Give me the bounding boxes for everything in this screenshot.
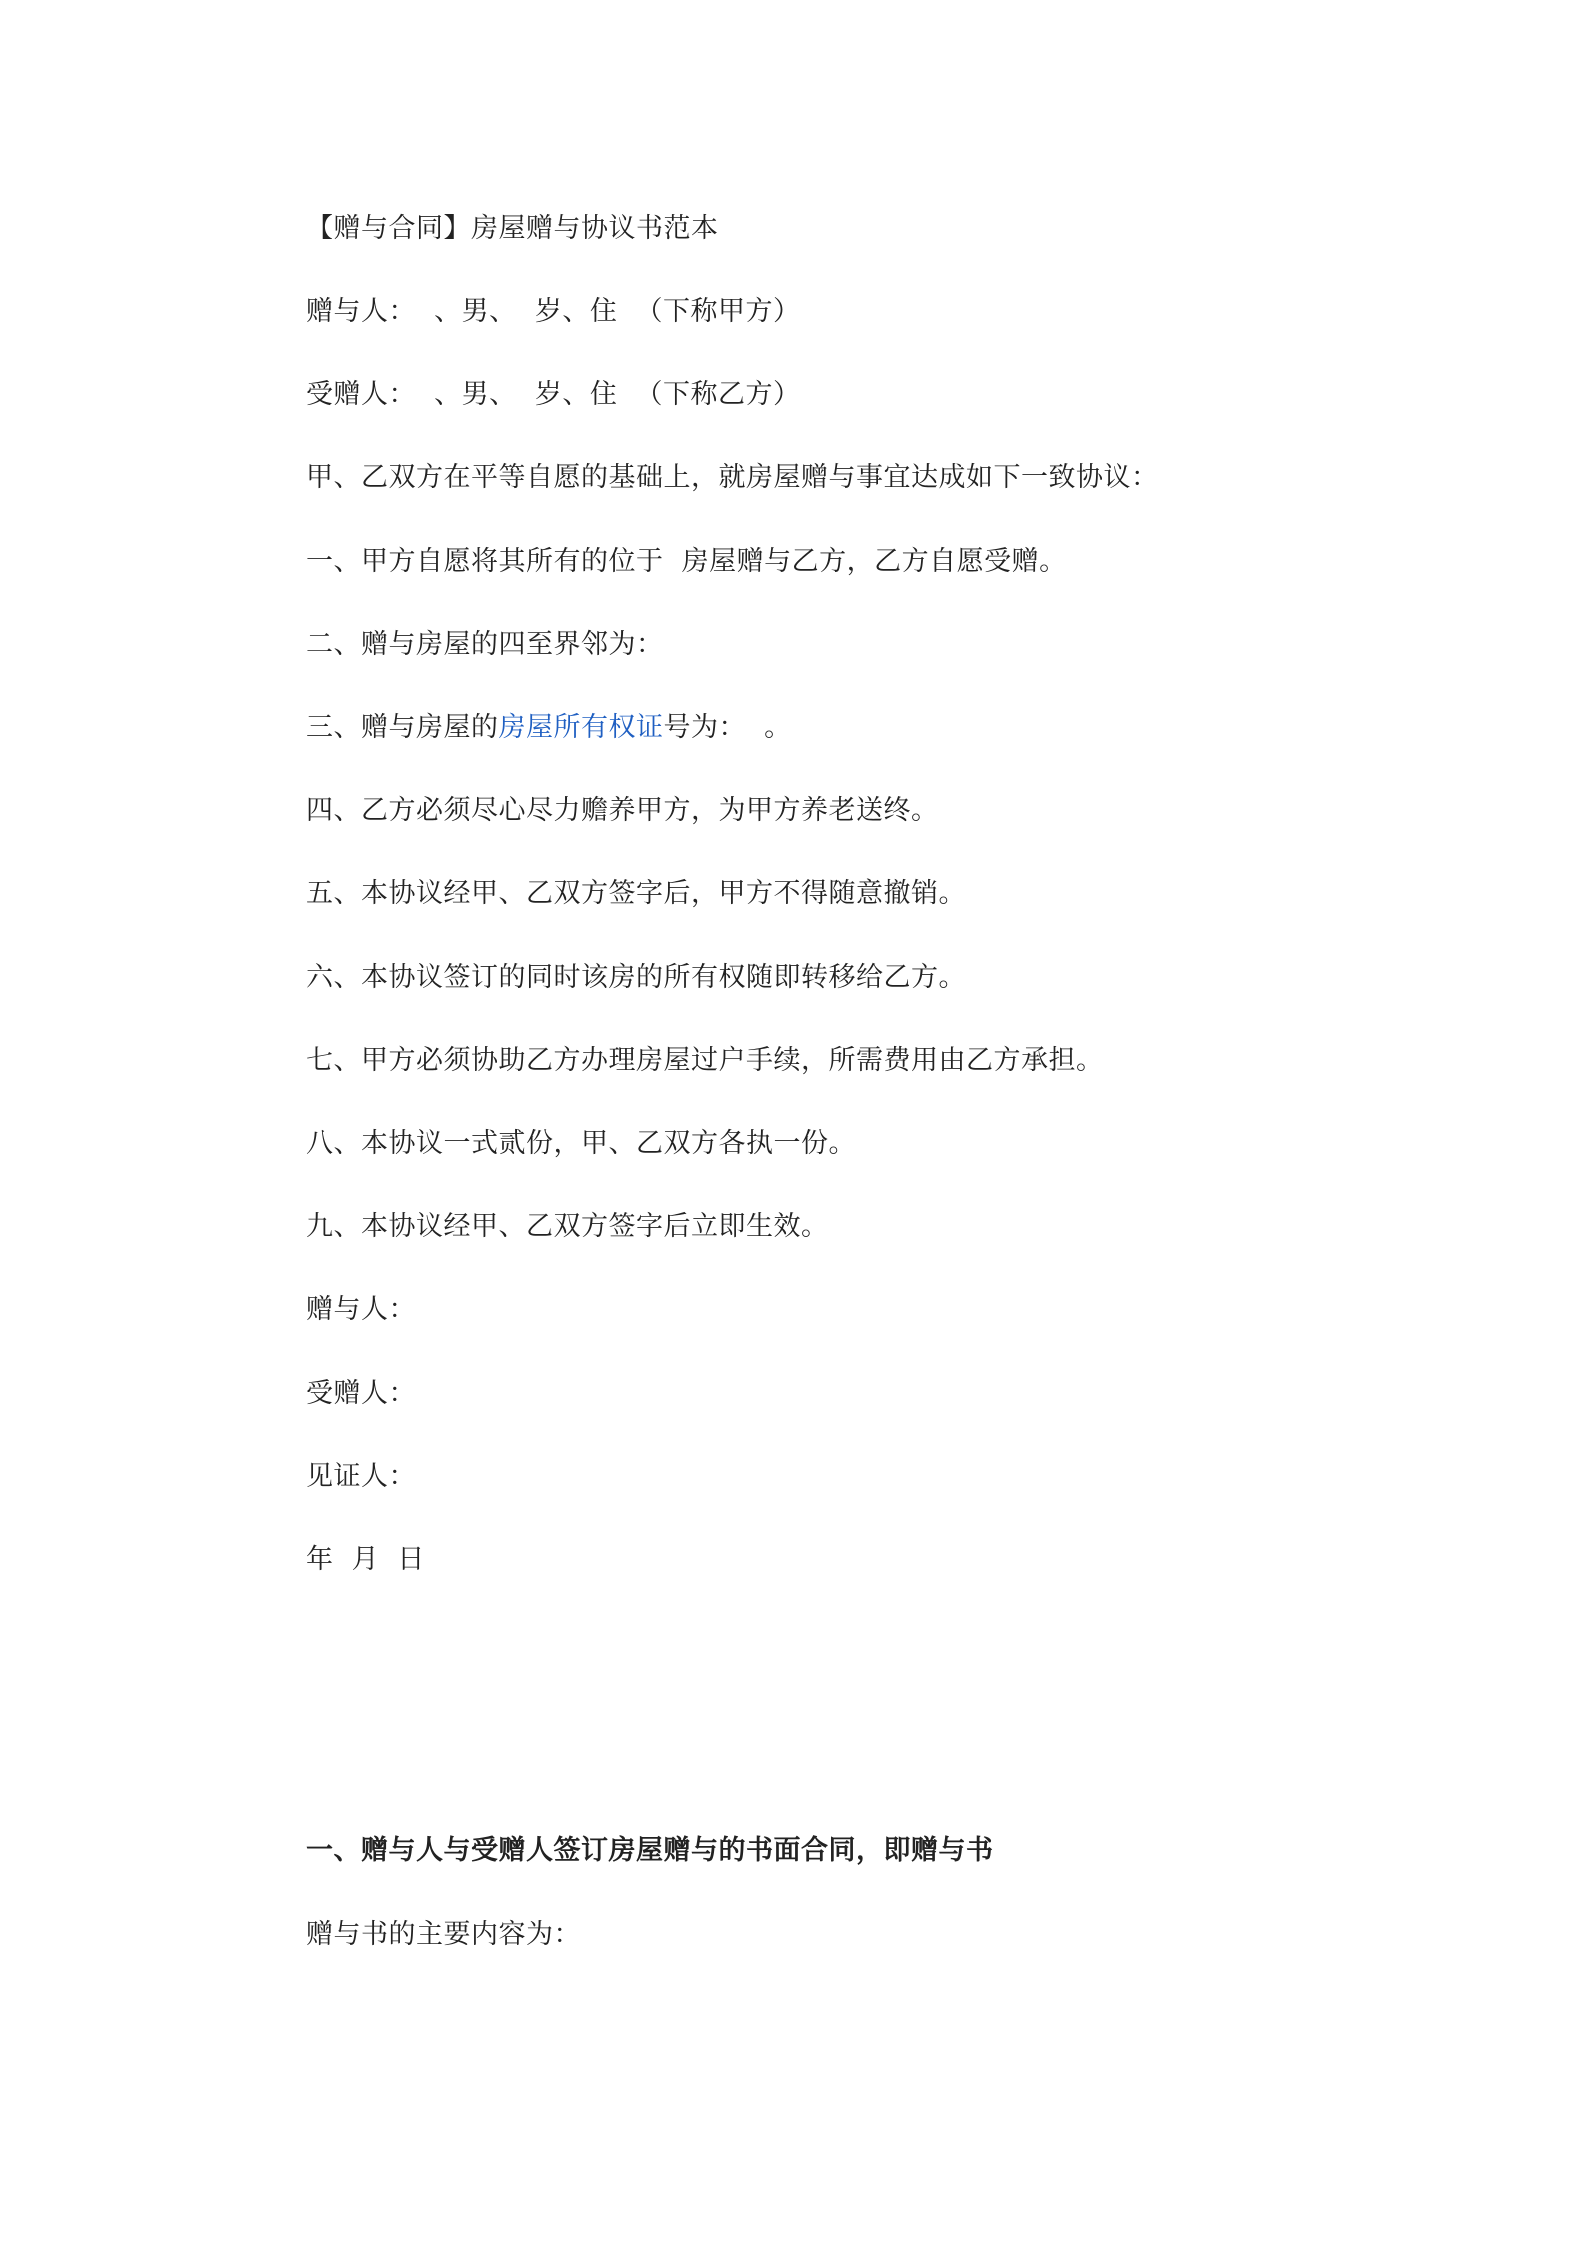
- clause-3-prefix: 三、赠与房屋的: [306, 712, 499, 743]
- clause-4: 四、乙方必须尽心尽力赡养甲方，为甲方养老送终。: [306, 795, 939, 826]
- clause-2: 二、赠与房屋的四至界邻为：: [306, 629, 664, 660]
- clause-8: 八、本协议一式贰份，甲、乙双方各执一份。: [306, 1128, 856, 1159]
- section-body: 赠与书的主要内容为：: [306, 1919, 581, 1950]
- clause-3: [306, 710, 792, 746]
- clause-1: 一、甲方自愿将其所有的位于 房屋赠与乙方，乙方自愿受赠。: [306, 546, 1067, 577]
- section-heading: 一、赠与人与受赠人签订房屋赠与的书面合同，即赠与书: [306, 1835, 994, 1866]
- clause-3-suffix: 号为： 。: [663, 712, 792, 743]
- donor-line: 赠与人： 、男、 岁、住 （下称甲方）: [306, 296, 801, 327]
- clause-5: 五、本协议经甲、乙双方签字后，甲方不得随意撤销。: [306, 878, 966, 909]
- intro-paragraph: 甲、乙双方在平等自愿的基础上，就房屋赠与事宜达成如下一致协议：: [306, 462, 1159, 493]
- clause-7: 七、甲方必须协助乙方办理房屋过户手续，所需费用由乙方承担。: [306, 1045, 1104, 1076]
- property-certificate-link[interactable]: 房屋所有权证: [498, 712, 664, 743]
- donee-line: 受赠人： 、男、 岁、住 （下称乙方）: [306, 379, 801, 410]
- signature-donor: 赠与人：: [306, 1294, 416, 1325]
- clause-9: 九、本协议经甲、乙双方签字后立即生效。: [306, 1211, 829, 1242]
- clause-6: 六、本协议签订的同时该房的所有权随即转移给乙方。: [306, 962, 966, 993]
- document-title: 【赠与合同】房屋赠与协议书范本: [306, 213, 719, 244]
- signature-witness: 见证人：: [306, 1461, 416, 1492]
- signature-date: 年 月 日: [306, 1544, 425, 1575]
- signature-donee: 受赠人：: [306, 1378, 416, 1409]
